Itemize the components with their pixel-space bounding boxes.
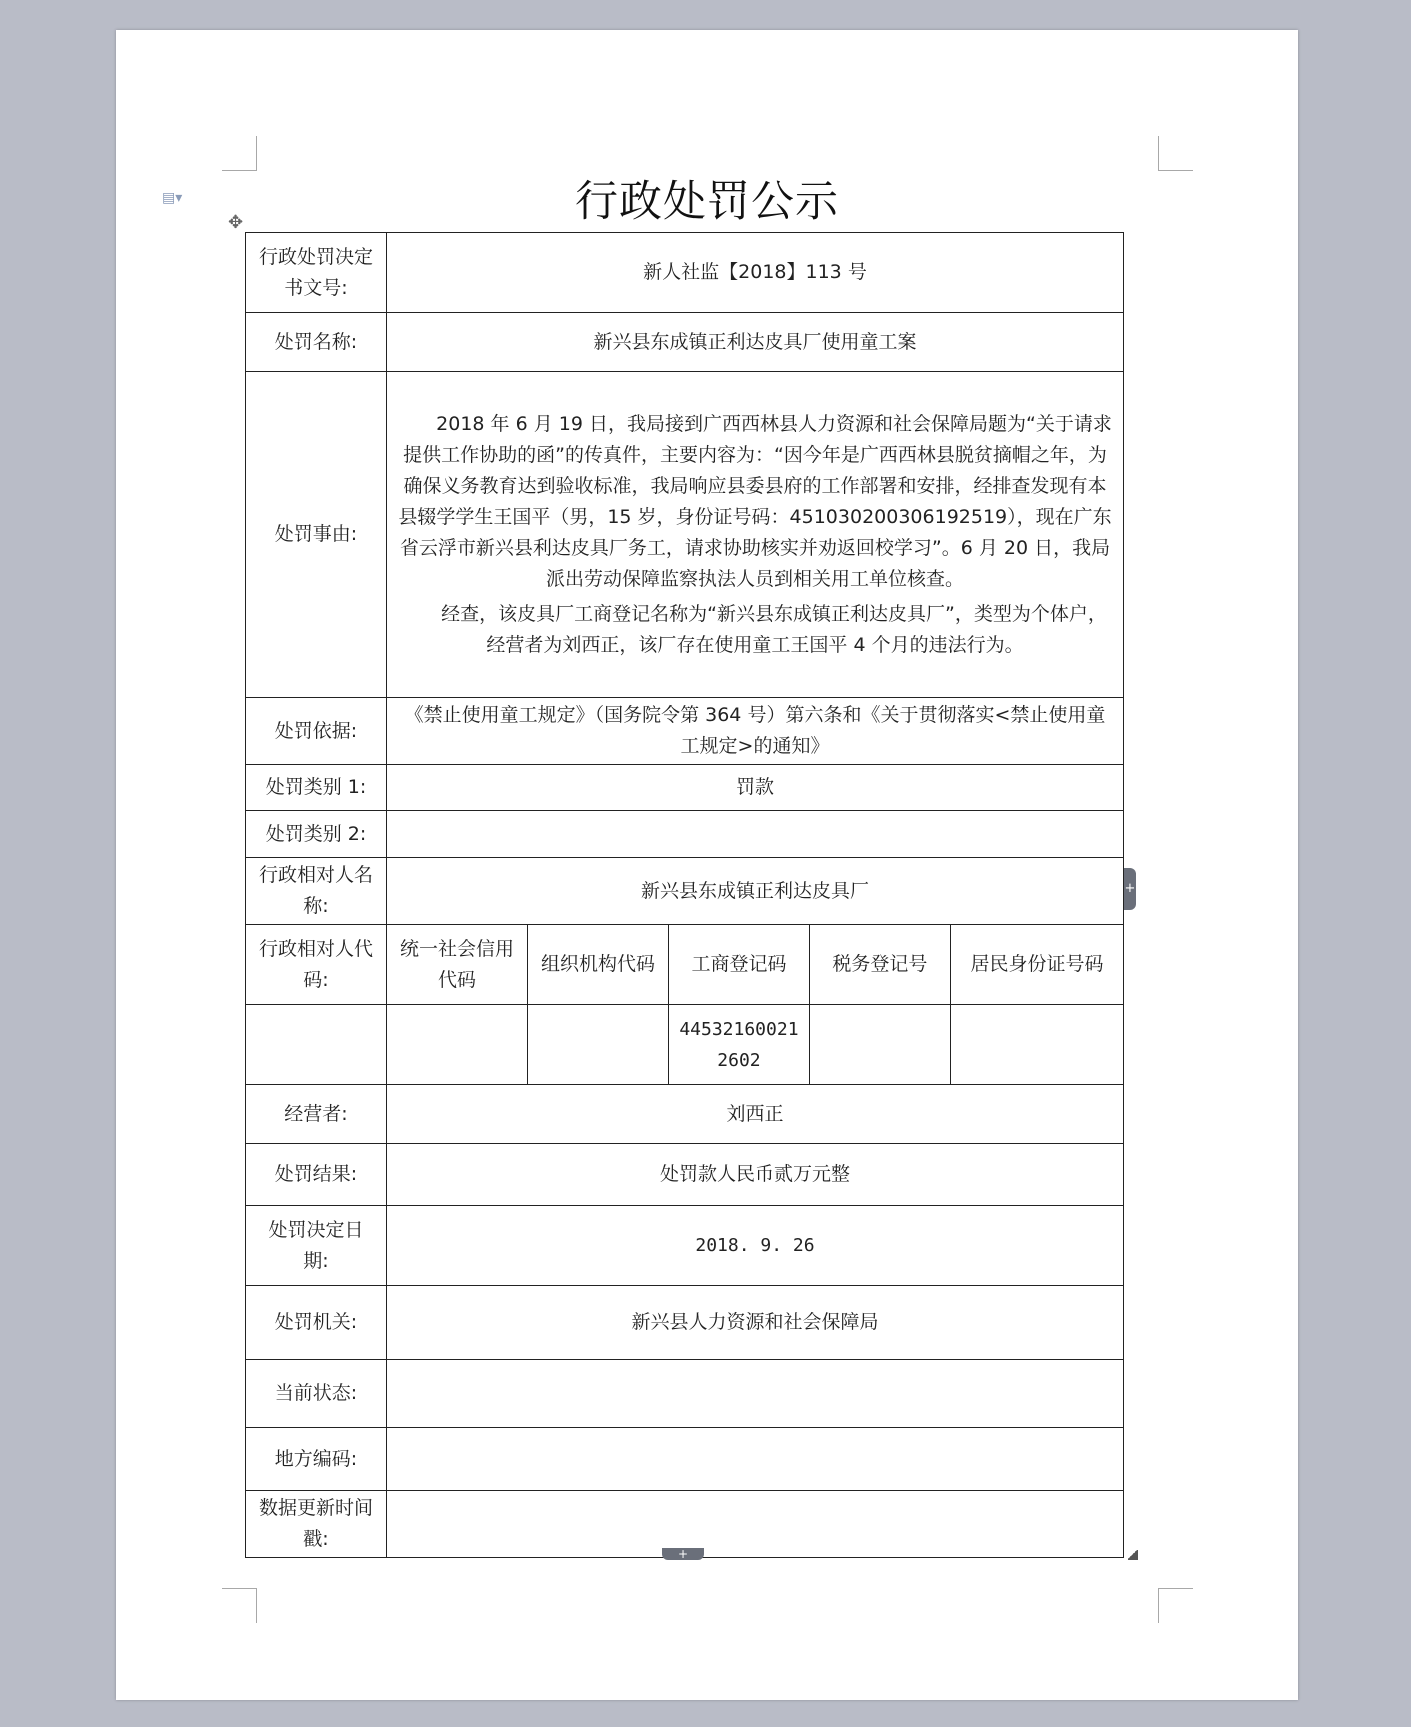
margin-corner-bottom-left xyxy=(222,1588,257,1623)
table-row xyxy=(246,925,1124,1005)
basis-value: 《禁止使用童工规定》（国务院令第 364 号）第六条和《关于贯彻落实<禁止使用童工规定>的通知》 xyxy=(386,698,1123,765)
paragraph-options-icon[interactable]: ▤▾ xyxy=(162,190,183,206)
party-code-empty-cell xyxy=(246,1005,387,1085)
result-label: 处罚结果: xyxy=(246,1144,387,1206)
table-row xyxy=(246,1144,1124,1206)
table-row xyxy=(246,1360,1124,1428)
table-row xyxy=(246,233,1124,313)
margin-corner-top-right xyxy=(1158,136,1193,171)
reason-paragraph-2: 经查，该皮具厂工商登记名称为“新兴县东成镇正利达皮具厂”，类型为个体户，经营者为刘西正，该厂存在使用童工王国平 4 个月的违法行为。 xyxy=(441,602,1107,656)
party-name-value: 新兴县东成镇正利达皮具厂 xyxy=(386,858,1123,925)
case-name-label: 处罚名称: xyxy=(246,313,387,372)
status-label: 当前状态: xyxy=(246,1360,387,1428)
tax-reg-header: 税务登记号 xyxy=(809,925,950,1005)
date-label: 处罚决定日期: xyxy=(246,1206,387,1286)
operator-value: 刘西正 xyxy=(386,1085,1123,1144)
id-card-value xyxy=(950,1005,1123,1085)
add-column-icon[interactable]: + xyxy=(1124,868,1136,910)
table-row xyxy=(246,811,1124,858)
business-reg-header: 工商登记码 xyxy=(668,925,809,1005)
credit-code-value xyxy=(386,1005,527,1085)
type2-value xyxy=(386,811,1123,858)
date-value: 2018. 9. 26 xyxy=(386,1206,1123,1286)
table-row xyxy=(246,1206,1124,1286)
table-row xyxy=(246,1428,1124,1491)
party-name-label: 行政相对人名称: xyxy=(246,858,387,925)
table-move-handle-icon[interactable]: ✥ xyxy=(228,212,244,233)
document-page xyxy=(116,30,1298,1700)
table-row xyxy=(246,1005,1124,1085)
authority-value: 新兴县人力资源和社会保障局 xyxy=(386,1286,1123,1360)
id-card-header: 居民身份证号码 xyxy=(950,925,1123,1005)
org-code-value xyxy=(527,1005,668,1085)
table-row xyxy=(246,765,1124,811)
table-row xyxy=(246,858,1124,925)
table-row xyxy=(246,698,1124,765)
local-code-label: 地方编码: xyxy=(246,1428,387,1491)
case-name-value: 新兴县东成镇正利达皮具厂使用童工案 xyxy=(386,313,1123,372)
business-reg-value: 445321600212602 xyxy=(668,1005,809,1085)
table-row xyxy=(246,372,1124,698)
credit-code-header: 统一社会信用代码 xyxy=(386,925,527,1005)
page-title: 行政处罚公示 xyxy=(575,177,839,227)
margin-corner-bottom-right xyxy=(1158,1588,1193,1623)
add-row-icon[interactable]: + xyxy=(662,1548,704,1560)
type1-label: 处罚类别 1: xyxy=(246,765,387,811)
type1-value: 罚款 xyxy=(386,765,1123,811)
reason-paragraph-1: 2018 年 6 月 19 日，我局接到广西西林县人力资源和社会保障局题为“关于请求提供工作协助的函”的传真件，主要内容为：“因今年是广西西林县脱贫摘帽之年，为确保义务教育达到验收标准，我局响应县委县府的工作部署和安排，经排查发现有本县辍学学生王国平（男，15 岁，身份证号码：451030200306192519），现在广东省云浮市新兴县利达皮具厂务工，请求协助核实并劝返回校学习”。6 月 20 日，我局派出劳动保障监察执法人员到相关用工单位核查。 xyxy=(398,412,1112,590)
local-code-value xyxy=(386,1428,1123,1491)
decision-no-value: 新人社监【2018】113 号 xyxy=(386,233,1123,313)
tax-reg-value xyxy=(809,1005,950,1085)
operator-label: 经营者: xyxy=(246,1085,387,1144)
basis-label: 处罚依据: xyxy=(246,698,387,765)
margin-corner-top-left xyxy=(222,136,257,171)
reason-label: 处罚事由: xyxy=(246,372,387,698)
org-code-header: 组织机构代码 xyxy=(527,925,668,1005)
penalty-table xyxy=(245,232,1124,1558)
table-row xyxy=(246,1286,1124,1360)
authority-label: 处罚机关: xyxy=(246,1286,387,1360)
table-resize-handle-icon[interactable] xyxy=(1128,1550,1138,1560)
timestamp-label: 数据更新时间戳: xyxy=(246,1491,387,1558)
table-row xyxy=(246,1085,1124,1144)
result-value: 处罚款人民币贰万元整 xyxy=(386,1144,1123,1206)
type2-label: 处罚类别 2: xyxy=(246,811,387,858)
party-code-label: 行政相对人代码: xyxy=(246,925,387,1005)
status-value xyxy=(386,1360,1123,1428)
timestamp-value xyxy=(386,1491,1123,1558)
table-row xyxy=(246,313,1124,372)
decision-no-label: 行政处罚决定书文号: xyxy=(246,233,387,313)
reason-value xyxy=(386,372,1123,698)
